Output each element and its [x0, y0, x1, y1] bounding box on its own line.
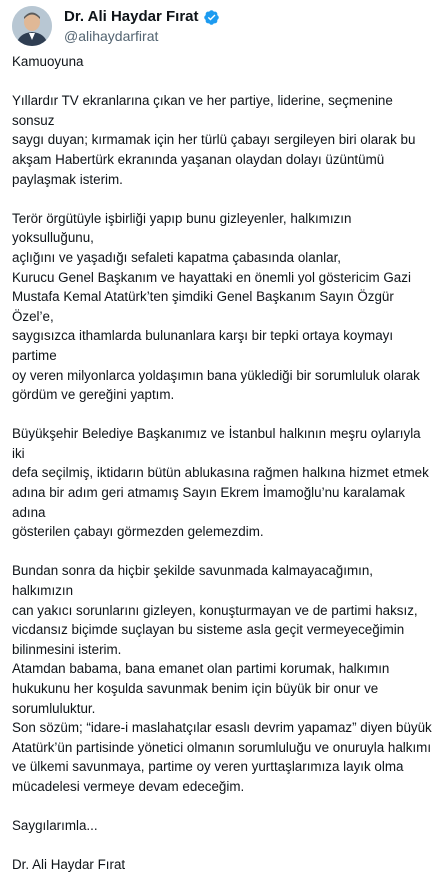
tweet-line: can yakıcı sorunlarını gizleyen, konuşturmayan ve de partimi haksız,	[12, 602, 418, 618]
paragraph-gap	[12, 542, 436, 562]
verified-badge-icon	[203, 9, 220, 26]
tweet-line: Kamuoyuna	[12, 54, 84, 69]
avatar-photo	[12, 6, 52, 46]
tweet-line: Atamdan babama, bana emanet olan partimi korumak, halkımın	[12, 661, 390, 677]
tweet-line: adına bir adım geri atmamış Sayın Ekrem İmamoğlu’nu karalamak adına	[12, 485, 405, 520]
paragraph-gap	[12, 405, 436, 425]
avatar[interactable]	[12, 6, 52, 46]
tweet-line: hukukunu her koşulda savunmak benim için büyük bir onur ve	[12, 681, 379, 696]
paragraph-gap	[12, 72, 436, 92]
tweet-paragraph	[12, 855, 436, 875]
tweet-line: Yıllardır TV ekranlarına çıkan ve her partiye, liderine, seçmenine sonsuz	[12, 93, 393, 128]
tweet-line: Mustafa Kemal Atatürk’ten şimdiki Genel Başkanım Sayın Özgür Özel’e,	[12, 289, 394, 324]
tweet-line: defa seçilmiş, iktidarın bütün ablukasına rağmen halkına hizmet etmek	[12, 465, 429, 481]
author-names	[64, 8, 220, 45]
tweet-line: gösterilen çabayı görmezden gelemezdim.	[12, 524, 264, 540]
tweet-line: Büyükşehir Belediye Başkanımız ve İstanbul halkının meşru oylarıyla iki	[12, 426, 421, 461]
tweet-line: bilinmesini isterim.	[12, 641, 122, 657]
tweet-paragraph	[12, 209, 436, 405]
tweet-line: Son sözüm; “idare-i maslahatçılar esaslı devrim yapamaz” diyen büyük	[12, 720, 432, 736]
author-display-name[interactable]: Dr. Ali Haydar Fırat	[64, 8, 199, 25]
tweet-line: Atatürk’ün partisinde yönetici olmanın sorumluluğu ve onuruyla halkımı	[12, 739, 432, 755]
tweet-line: Dr. Ali Haydar Fırat	[12, 857, 126, 873]
tweet-paragraph	[12, 816, 436, 836]
tweet-line: Terör örgütüyle işbirliği yapıp bunu gizleyenler, halkımızın yoksulluğunu,	[12, 210, 352, 246]
tweet-line: sorumluluktur.	[12, 700, 96, 716]
tweet-line: oy veren milyonlarca yoldaşımın bana yüklediği bir sorumluluk olarak	[12, 367, 420, 383]
tweet-line: açlığını ve yaşadığı sefaleti kapatma çabasında olanlar,	[12, 249, 342, 265]
tweet-line: Saygılarımla...	[12, 818, 98, 834]
paragraph-gap	[12, 836, 436, 856]
tweet-line: paylaşmak isterim.	[12, 171, 123, 187]
tweet-line: vicdansız biçimde suçlayan bu sisteme asla geçit vermeyeceğimin	[12, 622, 405, 638]
paragraph-gap	[12, 797, 436, 817]
tweet-line: mücadelesi vermeye devam edeceğim.	[12, 778, 245, 794]
tweet-line: akşam Habertürk ekranında yaşanan olaydan dolayı üzüntümü	[12, 151, 385, 167]
tweet-paragraph	[12, 52, 436, 72]
tweet-paragraph	[12, 424, 436, 542]
tweet-line: Bundan sonra da hiçbir şekilde savunmada kalmayacağımın, halkımızın	[12, 563, 374, 599]
tweet-text	[12, 52, 436, 875]
tweet-line: Kurucu Genel Başkanım ve hayattaki en önemli yol göstericim Gazi	[12, 269, 411, 285]
tweet-line: saygı duyan; kırmamak için her türlü çabayı sergileyen biri olarak bu	[12, 132, 416, 148]
tweet-line: gördüm ve gereğini yaptım.	[12, 387, 175, 403]
tweet-line: ve ülkemi savunmaya, partime oy veren yurttaşlarımıza layık olma	[12, 759, 404, 775]
tweet-paragraph	[12, 561, 436, 796]
tweet-paragraph	[12, 91, 436, 189]
author-handle[interactable]: @alihaydarfirat	[64, 28, 159, 44]
tweet-header	[12, 6, 432, 46]
tweet-line: saygısızca ithamlarda bulunanlara karşı bir tepki ortaya koymayı partime	[12, 328, 394, 363]
paragraph-gap	[12, 189, 436, 209]
